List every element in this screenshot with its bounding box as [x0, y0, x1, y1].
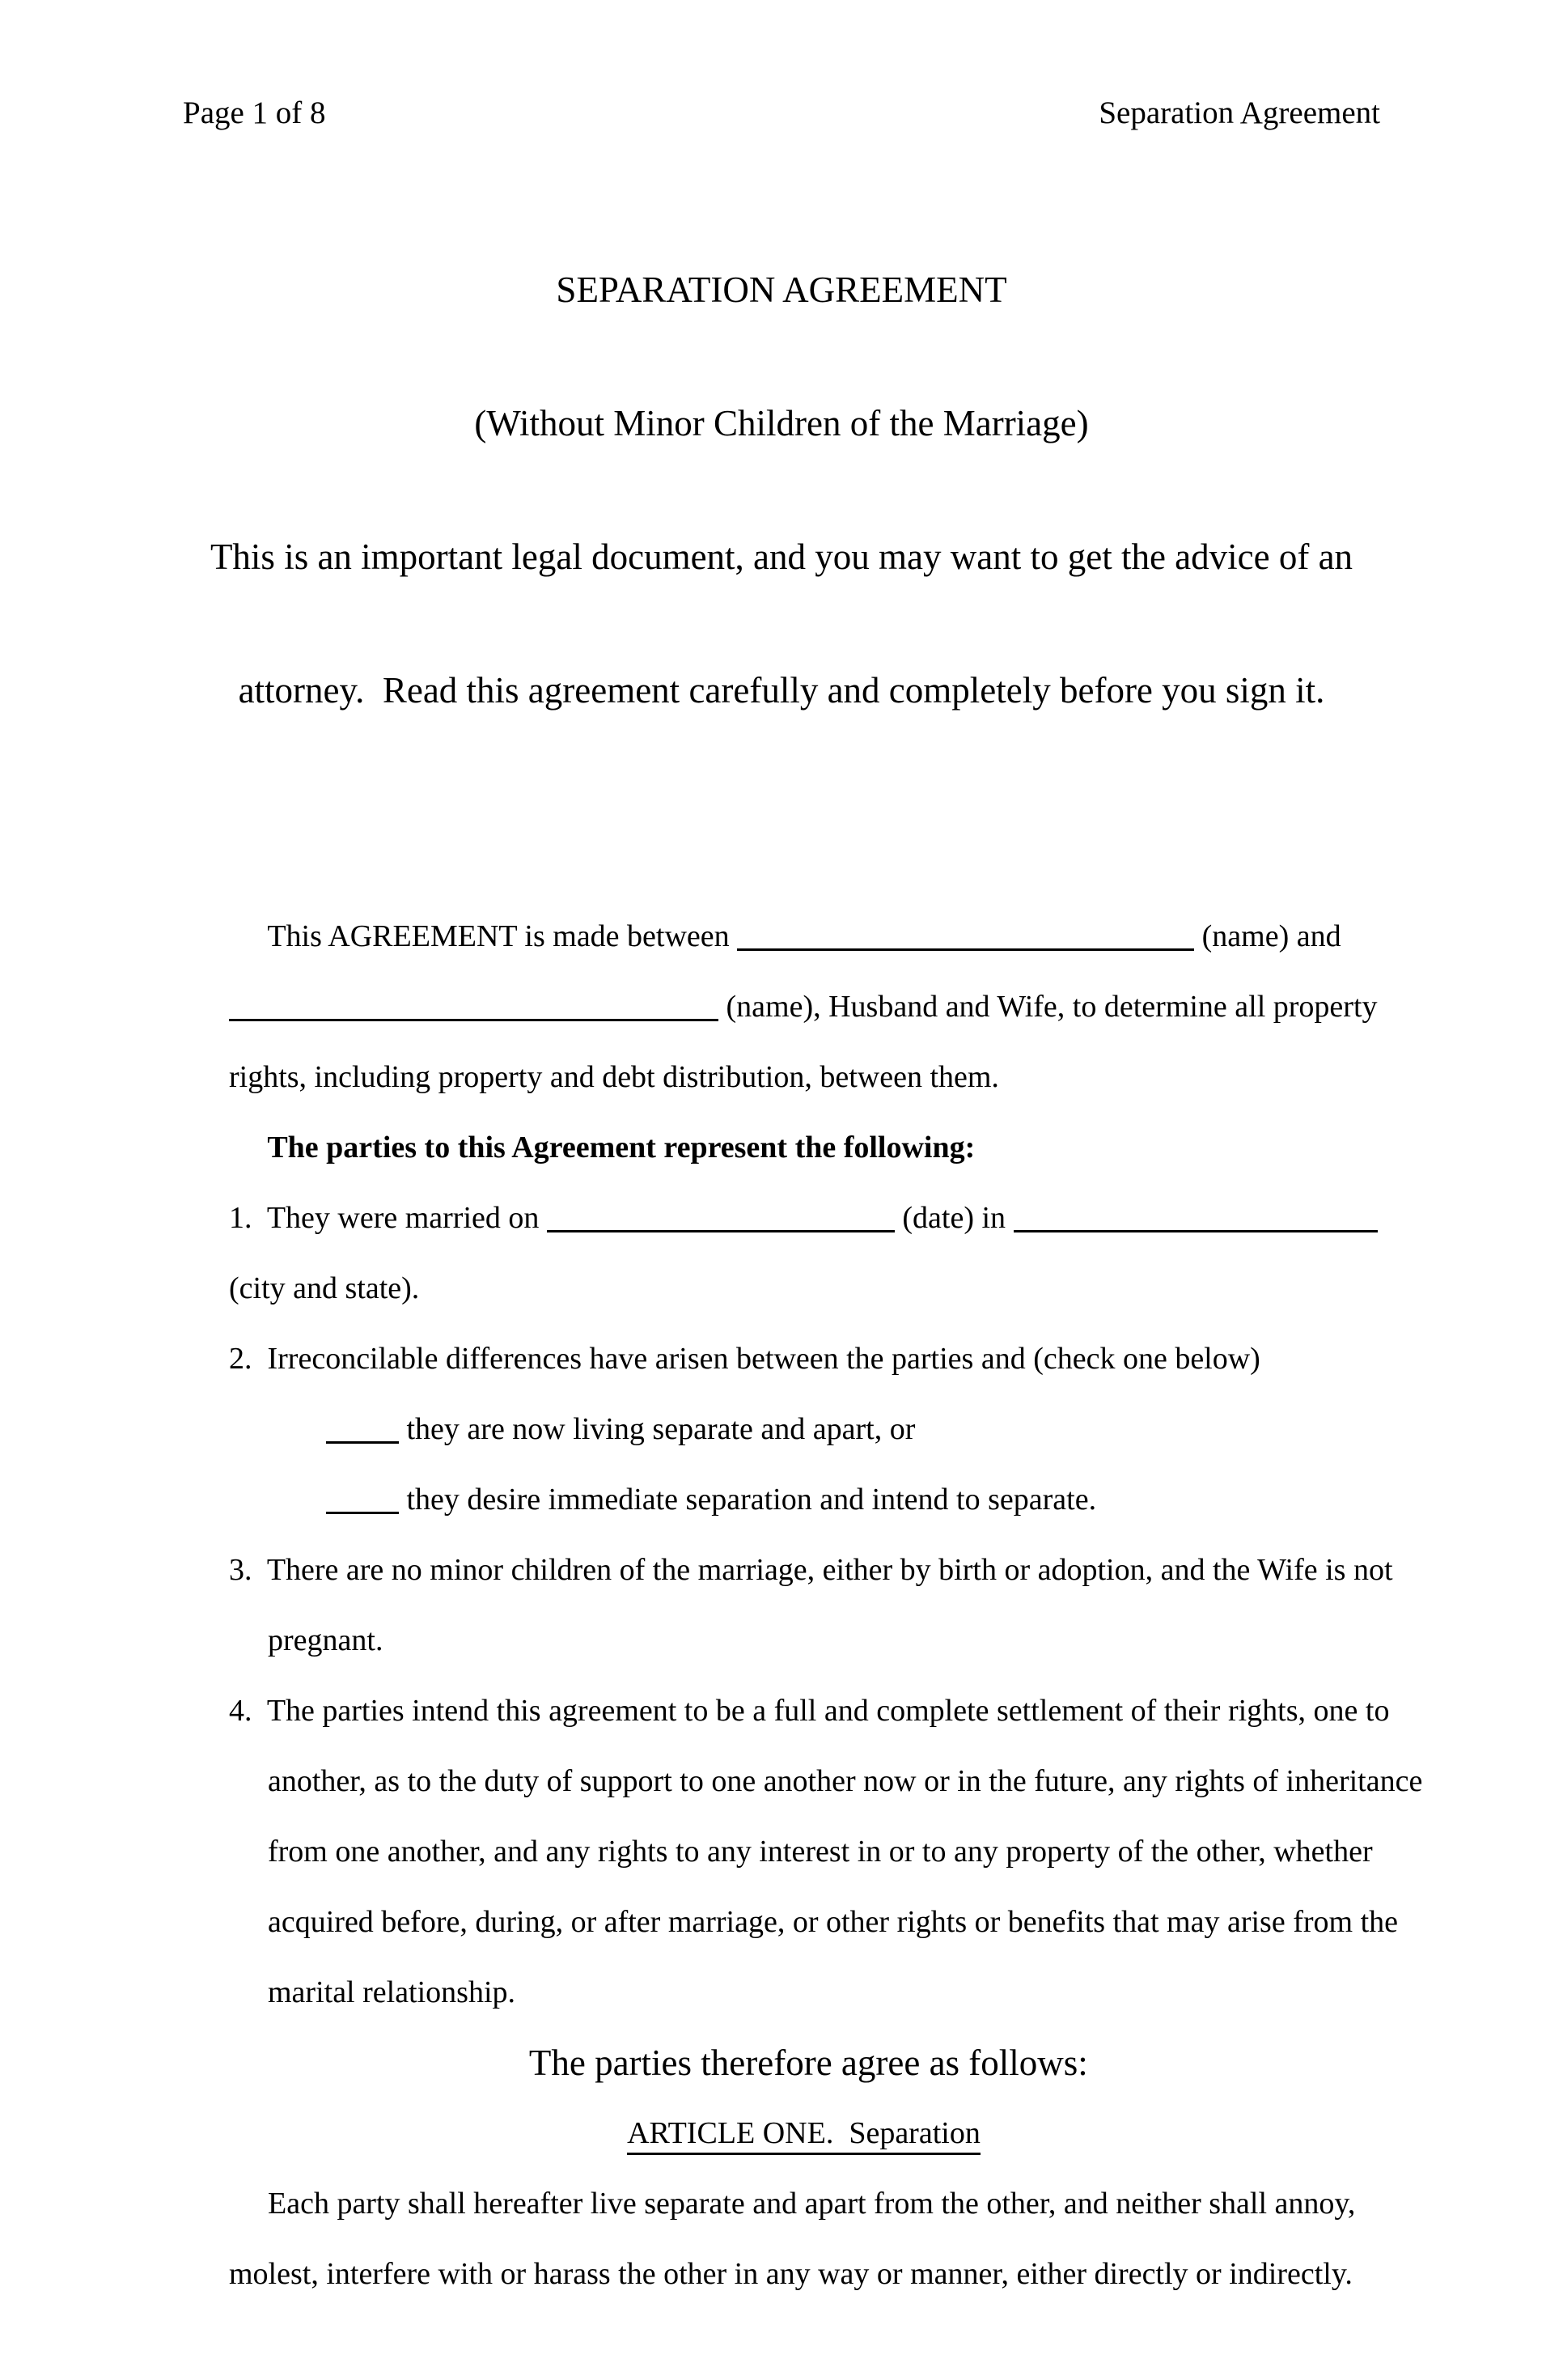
marriage-place-blank [1014, 1227, 1378, 1232]
item-4-continuation-text-3: acquired before, during, or after marriage, or other rights or benefits that may arise from the [268, 1905, 1399, 1939]
check-option-1-text: they are now living separate and apart, or [399, 1412, 916, 1446]
notice-line-2: attorney. Read this agreement carefully and completely before you sign it. [238, 670, 1325, 711]
intro-line-1-suffix: (name) and [1194, 919, 1341, 953]
item-4-continuation-text-4: marital relationship. [268, 1975, 516, 2009]
article-one-text-2: molest, interfere with or harass the other in any way or manner, either directly or indirectly. [229, 2257, 1353, 2291]
article-one-heading-text: ARTICLE ONE. Separation [627, 2116, 981, 2155]
item-2-text: 2. Irreconcilable differences have arisen between the parties and (check one below) [229, 1342, 1260, 1376]
item-1-continuation-text: (city and state). [229, 1271, 420, 1305]
notice-line-1: This is an important legal document, and you may want to get the advice of an [210, 537, 1353, 577]
document-body [183, 831, 1423, 2291]
article-one-text-1: Each party shall hereafter live separate and apart from the other, and neither shall annoy, [268, 2187, 1356, 2221]
intro-line-1 [183, 831, 1380, 953]
representations-heading-text: The parties to this Agreement represent the following: [267, 1131, 976, 1165]
document-title: SEPARATION AGREEMENT [556, 269, 1007, 310]
marriage-date-blank [547, 1227, 895, 1232]
item-4-continuation-text-1: another, as to the duty of support to one another now or in the future, any rights of inheritance [268, 1764, 1423, 1798]
item-4-text: 4. The parties intend this agreement to be a full and complete settlement of their rights, one to [229, 1694, 1390, 1728]
intro-line-1-text: This AGREEMENT is made between [267, 919, 738, 953]
title-block [183, 179, 1380, 802]
wife-name-blank [229, 1016, 718, 1021]
immediate-separation-check-blank [326, 1508, 399, 1514]
document-subtitle: (Without Minor Children of the Marriage) [474, 403, 1089, 443]
living-separate-check-blank [326, 1438, 399, 1444]
agreement-lead-in-text: The parties therefore agree as follows: [528, 2043, 1088, 2083]
page-number-label: Page 1 of 8 [183, 95, 326, 130]
item-3-text: 3. There are no minor children of the marriage, either by birth or adoption, and the Wife is not [229, 1553, 1393, 1587]
item-4-continuation-text-2: from one another, and any rights to any interest in or to any property of the other, whether [268, 1835, 1373, 1869]
intro-line-2-text: (name), Husband and Wife, to determine all property [718, 990, 1378, 1024]
intro-line-3-text: rights, including property and debt distribution, between them. [229, 1060, 999, 1094]
check-option-2-text: they desire immediate separation and intend to separate. [399, 1483, 1097, 1517]
item-1-mid-text: (date) in [894, 1201, 1014, 1235]
item-3-continuation-text: pregnant. [268, 1623, 383, 1657]
document-name-label: Separation Agreement [1099, 95, 1380, 130]
husband-name-blank [737, 945, 1194, 951]
item-1-text: 1. They were married on [229, 1201, 547, 1235]
page-header [183, 97, 1380, 129]
